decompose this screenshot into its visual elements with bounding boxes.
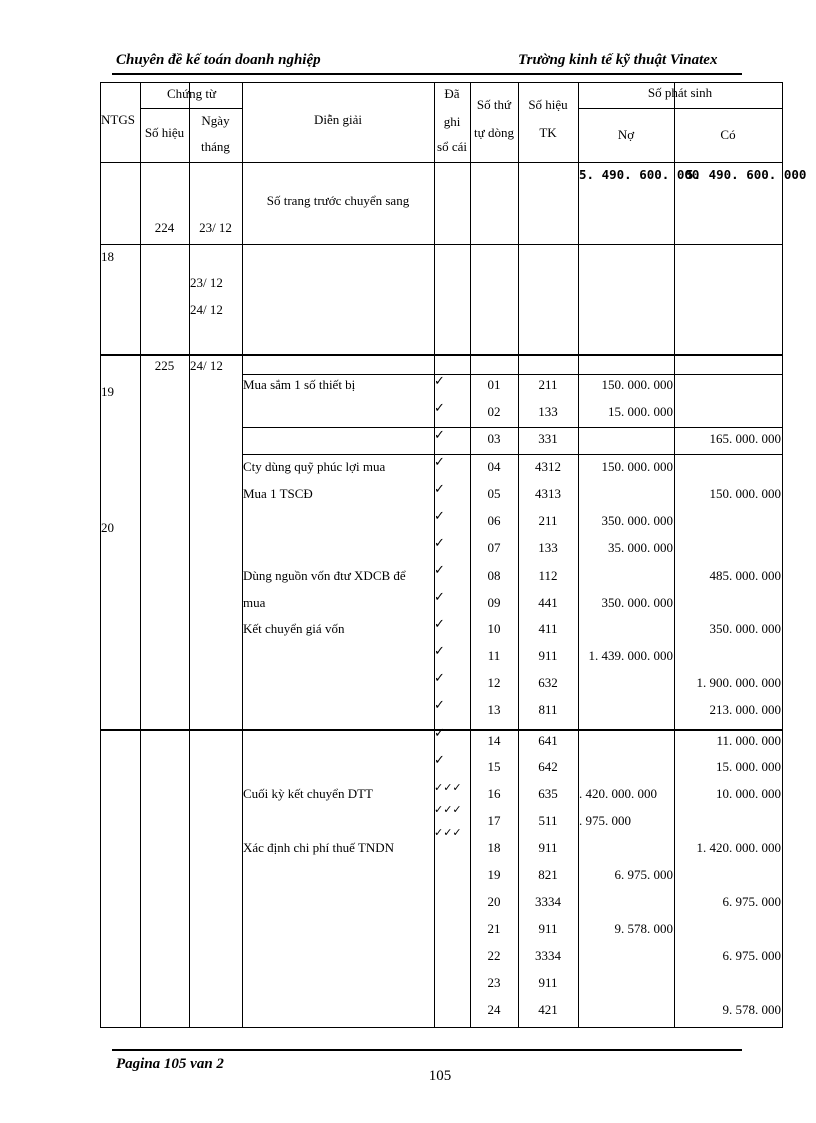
date-24-12: 24/ 12 xyxy=(190,302,223,317)
row-stt: 14 xyxy=(487,733,501,748)
carry-ngay: 23/ 12 xyxy=(199,220,232,235)
page-number: 105 xyxy=(428,1068,452,1084)
check-icon: ✓ xyxy=(434,753,445,768)
header-left-title: Chuyên đề kế toán doanh nghiệp xyxy=(116,52,321,68)
col-line xyxy=(434,82,435,1028)
row-no: 350. 000. 000 xyxy=(601,513,673,528)
row-co: 6. 975. 000 xyxy=(722,948,781,963)
row-no: . 420. 000. 000 xyxy=(579,786,657,801)
row-stt: 19 xyxy=(487,867,501,882)
row-co: 10. 000. 000 xyxy=(716,786,781,801)
row-tk: 211 xyxy=(538,513,558,528)
check-icon: ✓ xyxy=(434,428,445,443)
header-right-title: Trường kinh tế kỹ thuật Vinatex xyxy=(518,52,718,68)
header-rule xyxy=(112,73,742,75)
row-no: 35. 000. 000 xyxy=(608,540,673,555)
row-tk: 3334 xyxy=(535,894,561,909)
col-line xyxy=(518,82,519,1028)
check-icon: ✓ xyxy=(434,726,445,741)
row-line xyxy=(100,1027,783,1028)
check-icon: ✓ xyxy=(434,617,445,632)
check-icon: ✓ xyxy=(434,590,445,605)
header-so-cai: sổ cái xyxy=(437,139,467,154)
row-line xyxy=(242,374,783,375)
check-icon: ✓ xyxy=(434,374,445,389)
row-stt: 10 xyxy=(487,621,501,636)
col-line xyxy=(782,82,783,1028)
row-stt: 04 xyxy=(487,459,501,474)
desc-ket-chuyen-dtt: Cuối kỳ kết chuyển DTT xyxy=(243,786,373,801)
row-co: 485. 000. 000 xyxy=(709,568,781,583)
footer-pagina: Pagina 105 van 2 xyxy=(116,1056,224,1072)
row-co: 9. 578. 000 xyxy=(722,1002,781,1017)
header-so-thu: Số thứ xyxy=(476,97,512,112)
row-no: 1. 439. 000. 000 xyxy=(588,648,673,663)
carry-no: 5. 490. 600. 000 xyxy=(579,167,700,182)
row-tk: 331 xyxy=(538,431,558,446)
row-no: 150. 000. 000 xyxy=(601,377,673,392)
header-co: Có xyxy=(720,127,736,142)
row-no: . 975. 000 xyxy=(579,813,631,828)
row-tk: 911 xyxy=(538,975,558,990)
desc-ket-chuyen-gia-von: Kết chuyển giá vốn xyxy=(243,621,345,636)
check-icon: ✓ xyxy=(434,536,445,551)
desc-nguon-von: Dùng nguồn vốn đtư XDCB để xyxy=(243,568,406,583)
check-icon: ✓ xyxy=(434,455,445,470)
row-no: 15. 000. 000 xyxy=(608,404,673,419)
row-stt: 18 xyxy=(487,840,501,855)
row-line xyxy=(100,354,783,356)
header-tk: TK xyxy=(539,125,557,140)
row-tk: 641 xyxy=(538,733,558,748)
row-stt: 17 xyxy=(487,813,501,828)
row-stt: 09 xyxy=(487,595,501,610)
row-tk: 3334 xyxy=(535,948,561,963)
row-tk: 441 xyxy=(538,595,558,610)
row-stt: 24 xyxy=(487,1002,501,1017)
footer-rule xyxy=(112,1049,742,1051)
desc-mua: mua xyxy=(243,595,266,610)
header-thang: tháng xyxy=(201,139,230,154)
row-no: 9. 578. 000 xyxy=(614,921,673,936)
row-tk: 511 xyxy=(538,813,558,828)
check-icon: ✓ xyxy=(434,482,445,497)
ntgs-19: 19 xyxy=(101,384,114,399)
desc-quy-phuc-loi: Cty dùng quỹ phúc lợi mua xyxy=(243,459,386,474)
row-stt: 23 xyxy=(487,975,501,990)
row-tk: 411 xyxy=(538,621,558,636)
row-co: 1. 900. 000. 000 xyxy=(696,675,781,690)
row-stt: 20 xyxy=(487,894,501,909)
row-no: 6. 975. 000 xyxy=(614,867,673,882)
row-line xyxy=(242,454,783,455)
row-tk: 821 xyxy=(538,867,558,882)
col-line xyxy=(100,82,101,1028)
header-tu-dong: tự dòng xyxy=(474,125,514,140)
header-no: Nợ xyxy=(617,127,635,142)
header-so-hieu-tk: Số hiệu xyxy=(528,97,568,112)
row-tk: 632 xyxy=(538,675,558,690)
row-co: 11. 000. 000 xyxy=(716,733,781,748)
row-line xyxy=(578,108,783,109)
header-da: Đã xyxy=(444,86,460,101)
date-23-12: 23/ 12 xyxy=(190,275,223,290)
row-stt: 07 xyxy=(487,540,501,555)
desc-mua-tscd: Mua 1 TSCĐ xyxy=(243,486,313,501)
row-line xyxy=(100,82,783,83)
row-line xyxy=(242,427,783,428)
carry-so-hieu: 224 xyxy=(154,220,175,235)
row-tk: 811 xyxy=(538,702,558,717)
row-tk: 911 xyxy=(538,648,558,663)
row-line xyxy=(100,244,783,245)
row-stt: 12 xyxy=(487,675,501,690)
row-stt: 02 xyxy=(487,404,501,419)
col-line xyxy=(470,82,471,1028)
row-stt: 01 xyxy=(487,377,501,392)
row-co: 350. 000. 000 xyxy=(709,621,781,636)
desc-mua-sam: Mua sắm 1 số thiết bị xyxy=(243,377,356,392)
row-line xyxy=(100,162,783,163)
row-tk: 211 xyxy=(538,377,558,392)
check-icon: ✓ xyxy=(434,563,445,578)
row-tk: 112 xyxy=(538,568,558,583)
header-chung-tu: Chứng từ xyxy=(166,86,217,101)
check-icon: ✓ xyxy=(434,671,445,686)
row-stt: 05 xyxy=(487,486,501,501)
row-stt: 15 xyxy=(487,759,501,774)
row-stt: 21 xyxy=(487,921,501,936)
row-stt: 16 xyxy=(487,786,501,801)
row-co: 15. 000. 000 xyxy=(716,759,781,774)
row-co: 6. 975. 000 xyxy=(722,894,781,909)
row-stt: 13 xyxy=(487,702,501,717)
row-co: 150. 000. 000 xyxy=(709,486,781,501)
row-stt: 06 xyxy=(487,513,501,528)
row-tk: 4312 xyxy=(535,459,561,474)
col-line xyxy=(242,82,243,1028)
carry-co: 5. 490. 600. 000 xyxy=(686,167,807,182)
row-tk: 133 xyxy=(538,540,558,555)
row-tk: 421 xyxy=(538,1002,558,1017)
row-tk: 642 xyxy=(538,759,558,774)
row-no: 350. 000. 000 xyxy=(601,595,673,610)
col-line xyxy=(674,82,675,1028)
header-so-hieu: Số hiệu xyxy=(144,125,185,140)
row-tk: 635 xyxy=(538,786,558,801)
row-stt: 11 xyxy=(487,648,501,663)
row-stt: 03 xyxy=(487,431,501,446)
row-co: 1. 420. 000. 000 xyxy=(696,840,781,855)
voucher-date: 24/ 12 xyxy=(190,358,223,373)
header-so-phat-sinh: Số phát sinh xyxy=(647,85,713,100)
col-line xyxy=(578,82,579,1028)
row-stt: 08 xyxy=(487,568,501,583)
row-tk: 911 xyxy=(538,840,558,855)
header-ntgs: NTGS xyxy=(101,112,135,127)
header-ngay: Ngày xyxy=(201,113,230,128)
row-line xyxy=(140,108,243,109)
row-co: 165. 000. 000 xyxy=(709,431,781,446)
triple-check-icon: ✓✓✓ xyxy=(434,803,462,816)
ntgs-18: 18 xyxy=(101,249,114,264)
row-tk: 911 xyxy=(538,921,558,936)
voucher-225: 225 xyxy=(154,358,175,373)
row-tk: 4313 xyxy=(535,486,561,501)
check-icon: ✓ xyxy=(434,509,445,524)
desc-chi-phi-thue: Xác định chi phí thuế TNDN xyxy=(243,840,395,855)
triple-check-icon: ✓✓✓ xyxy=(434,781,462,794)
check-icon: ✓ xyxy=(434,644,445,659)
row-stt: 22 xyxy=(487,948,501,963)
carry-description: Số trang trước chuyển sang xyxy=(266,193,410,208)
triple-check-icon: ✓✓✓ xyxy=(434,826,462,839)
header-ghi: ghi xyxy=(443,114,461,129)
row-co: 213. 000. 000 xyxy=(709,702,781,717)
row-tk: 133 xyxy=(538,404,558,419)
check-icon: ✓ xyxy=(434,401,445,416)
header-dien-giai: Diễn giải xyxy=(313,112,362,127)
row-no: 150. 000. 000 xyxy=(601,459,673,474)
check-icon: ✓ xyxy=(434,698,445,713)
ntgs-20: 20 xyxy=(101,520,114,535)
